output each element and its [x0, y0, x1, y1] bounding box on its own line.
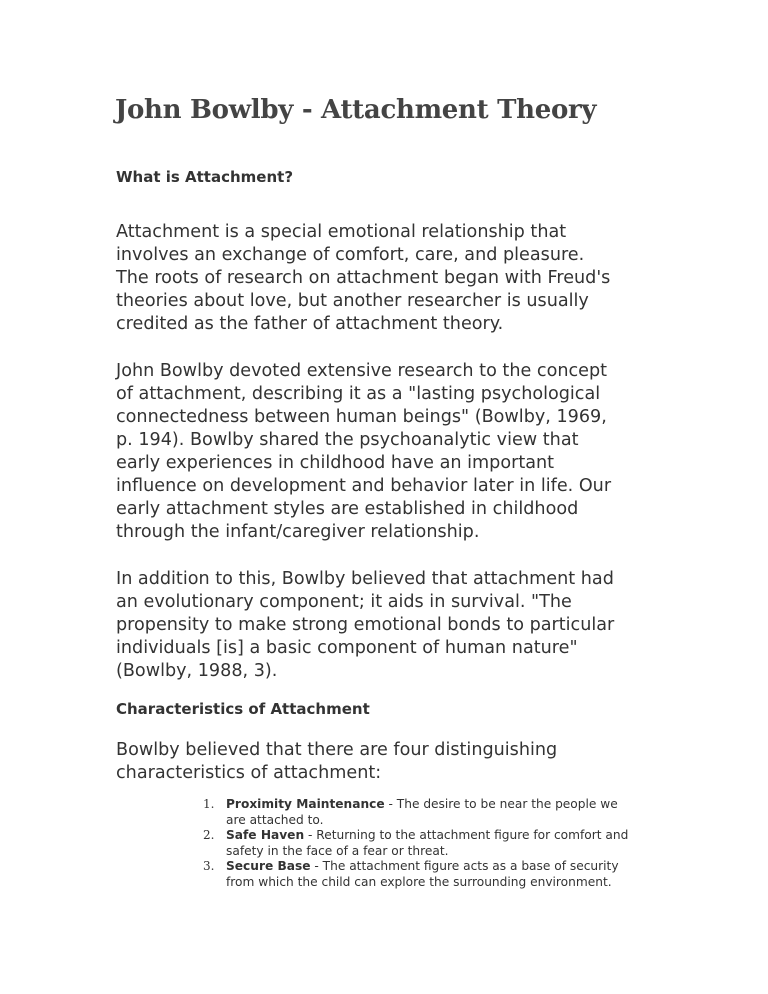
list-number: 3. [203, 859, 215, 874]
list-text: from which the child can explore the surrounding environment. [226, 874, 612, 889]
text-line: involves an exchange of comfort, care, and pleasure. [116, 245, 585, 265]
text-line: Attachment is a special emotional relationship that [116, 222, 567, 242]
separator: - [310, 859, 323, 874]
list-text: Returning to the attachment figure for comfort and [316, 828, 629, 843]
text-line: of attachment, describing it as a "lasting psychological [116, 384, 601, 404]
list-text: The attachment figure acts as a base of security [322, 859, 619, 874]
separator: - [384, 797, 397, 811]
heading-what-is-attachment: What is Attachment? [116, 168, 294, 186]
text-line: theories about love, but another researcher is usually [116, 291, 589, 311]
text-line: connectedness between human beings" (Bowlby, 1969, [116, 407, 607, 427]
characteristics-list [200, 797, 756, 891]
list-item [200, 828, 756, 859]
text-line: early experiences in childhood have an important [116, 453, 555, 473]
text-line: Bowlby believed that there are four distinguishing [116, 740, 558, 760]
list-text: The desire to be near the people we [396, 797, 618, 811]
separator: - [304, 828, 317, 843]
document-body [116, 93, 756, 891]
list-item [200, 859, 756, 890]
list-number: 2. [203, 828, 215, 843]
list-term: Safe Haven [226, 828, 305, 843]
text-line: The roots of research on attachment began with Freud's [116, 268, 611, 288]
text-line: In addition to this, Bowlby believed that attachment had [116, 569, 614, 589]
text-line: John Bowlby devoted extensive research to the concept [116, 361, 608, 381]
text-line: early attachment styles are established in childhood [116, 499, 579, 519]
text-line: influence on development and behavior later in life. Our [116, 476, 612, 496]
paragraph-4 [116, 739, 756, 785]
text-line: p. 194). Bowlby shared the psychoanalytic view that [116, 430, 579, 450]
text-line: credited as the father of attachment theory. [116, 314, 504, 334]
list-term: Secure Base [226, 859, 311, 874]
paragraph-1 [116, 221, 756, 336]
page-title: John Bowlby - Attachment Theory [115, 95, 597, 125]
text-line: propensity to make strong emotional bonds to particular [116, 615, 615, 635]
list-term: Proximity Maintenance [226, 797, 385, 811]
text-line: through the infant/caregiver relationship. [116, 522, 480, 542]
list-number: 1. [203, 797, 215, 811]
text-line: individuals [is] a basic component of human nature" [116, 638, 578, 658]
paragraph-3 [116, 568, 756, 683]
list-text: safety in the face of a fear or threat. [226, 843, 449, 858]
list-text: are attached to. [226, 812, 324, 827]
list-item [200, 797, 756, 828]
text-line: an evolutionary component; it aids in survival. "The [116, 592, 572, 612]
heading-characteristics: Characteristics of Attachment [116, 700, 370, 718]
paragraph-2 [116, 360, 756, 544]
text-line: (Bowlby, 1988, 3). [116, 661, 278, 681]
text-line: characteristics of attachment: [116, 763, 382, 783]
